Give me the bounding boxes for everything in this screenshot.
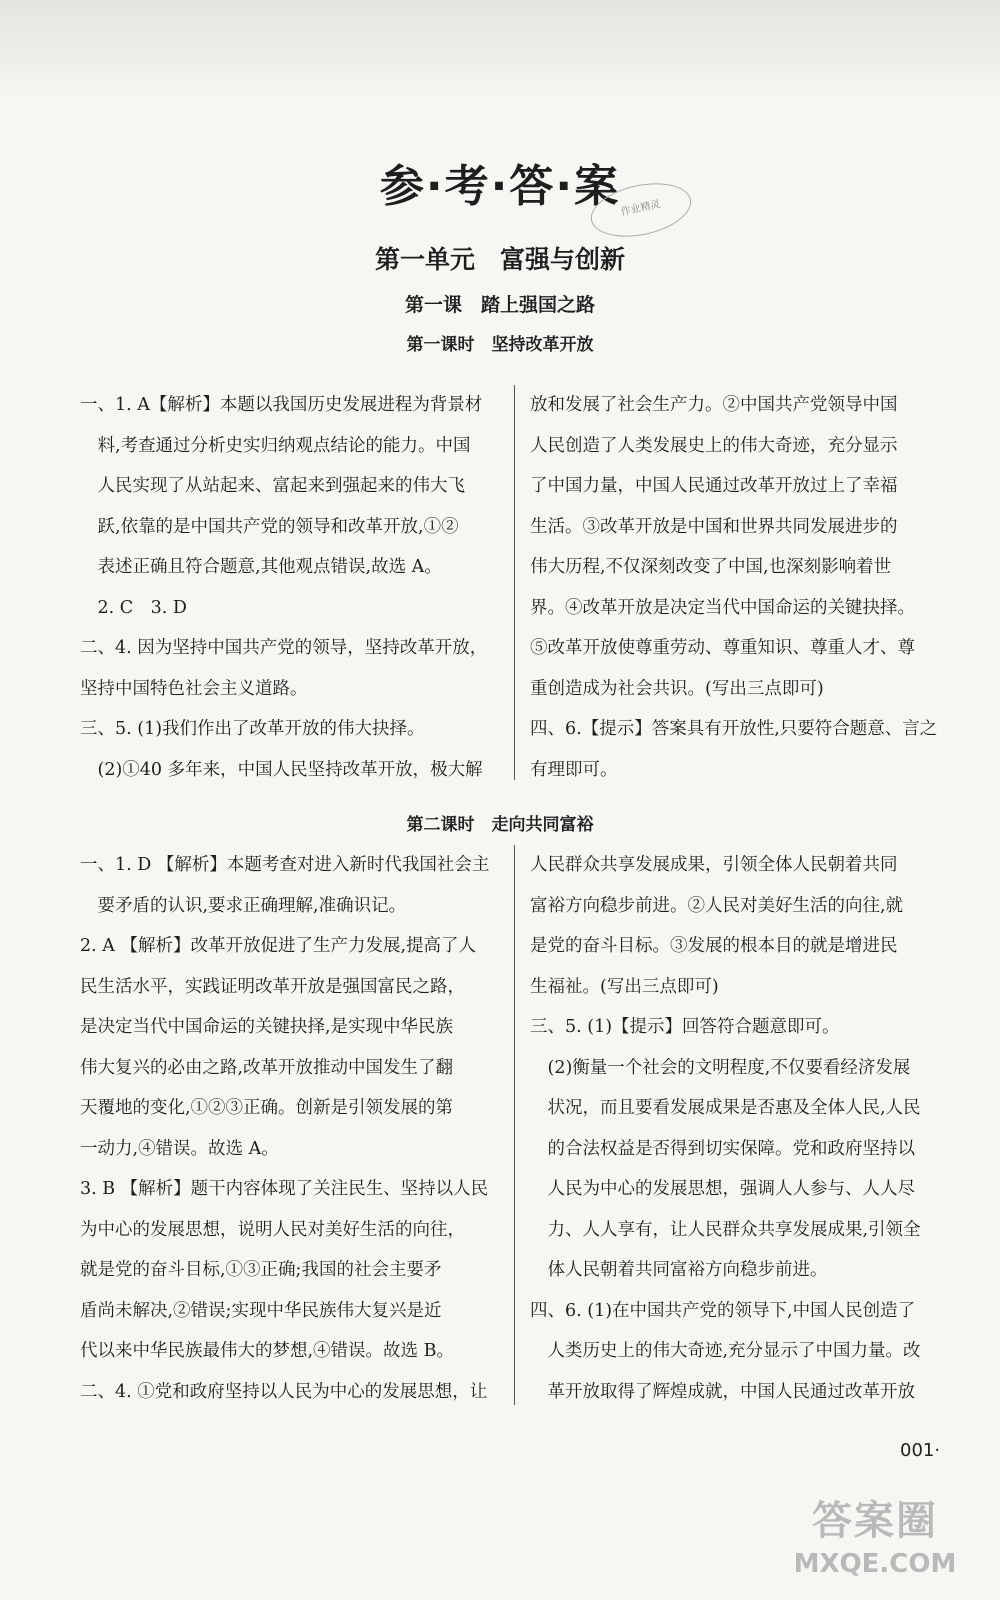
column-divider — [514, 845, 515, 1405]
answer-line: (2)衡量一个社会的文明程度,不仅要看经济发展 — [530, 1057, 911, 1078]
answer-line: 四、6. (1)在中国共产党的领导下,中国人民创造了 — [530, 1300, 916, 1321]
answer-line: 三、5. (1)【提示】回答符合题意即可。 — [530, 1017, 840, 1037]
answer-line: 革开放取得了辉煌成就，中国人民通过改革开放 — [530, 1381, 915, 1402]
watermark-text: 答案圈 — [812, 1498, 938, 1544]
answer-line: 界。④改革开放是决定当代中国命运的关键抉择。 — [530, 597, 915, 618]
answer-line: 重创造成为社会共识。(写出三点即可) — [530, 678, 824, 699]
period-2-title: 第二课时 走向共同富裕 — [406, 815, 594, 835]
answer-line: 2. C 3. D — [80, 597, 187, 618]
period-1-left-column — [80, 385, 500, 790]
scan-top-band — [0, 0, 1000, 96]
answer-line: 一、1. D 【解析】本题考查对进入新时代我国社会主 — [80, 855, 490, 875]
period-2-right-column — [530, 845, 950, 1412]
answer-line: 要矛盾的认识,要求正确理解,准确识记。 — [80, 895, 407, 916]
answer-line: 的合法权益是否得到切实保障。党和政府坚持以 — [530, 1138, 915, 1159]
answer-line: ⑤改革开放使尊重劳动、尊重知识、尊重人才、尊 — [530, 638, 915, 658]
answer-line: 是党的奋斗目标。③发展的根本目的就是增进民 — [530, 936, 898, 956]
answer-line: 生活。③改革开放是中国和世界共同发展进步的 — [530, 516, 898, 537]
answer-line: 伟大复兴的必由之路,改革开放推动中国发生了翻 — [80, 1057, 454, 1078]
answer-line: 天覆地的变化,①②③正确。创新是引领发展的第 — [80, 1098, 454, 1118]
answer-line: 有理即可。 — [530, 759, 618, 780]
answer-line: 三、5. (1)我们作出了改革开放的伟大抉择。 — [80, 719, 425, 739]
page-number: 001· — [900, 1440, 941, 1461]
stamp-logo: 作业精灵 — [586, 175, 696, 245]
answer-line: 表述正确且符合题意,其他观点错误,故选 A。 — [80, 557, 442, 577]
answer-line: 民生活水平，实践证明改革开放是强国富民之路， — [80, 976, 465, 997]
answer-line: 四、6.【提示】答案具有开放性,只要符合题意、言之 — [530, 719, 938, 739]
answer-line: 富裕方向稳步前进。②人民对美好生活的向往,就 — [530, 895, 904, 916]
answer-line: 二、4. 因为坚持中国共产党的领导，坚持改革开放， — [80, 638, 488, 658]
answer-line: 一、1. A【解析】本题以我国历史发展进程为背景材 — [80, 395, 483, 415]
answer-line: 3. B 【解析】题干内容体现了关注民生、坚持以人民 — [80, 1179, 489, 1199]
answer-line: 人民实现了从站起来、富起来到强起来的伟大飞 — [80, 476, 465, 496]
period-2-left-column — [80, 845, 500, 1412]
column-divider — [514, 385, 515, 780]
answer-line: 放和发展了社会生产力。②中国共产党领导中国 — [530, 395, 898, 415]
answer-line: 二、4. ①党和政府坚持以人民为中心的发展思想，让 — [80, 1381, 488, 1402]
answer-line: 人类历史上的伟大奇迹,充分显示了中国力量。改 — [530, 1341, 921, 1361]
page-title: 参·考·答·案 — [379, 161, 621, 212]
answer-line: 料,考查通过分析史实归纳观点结论的能力。中国 — [80, 435, 471, 456]
answer-line: 人民群众共享发展成果，引领全体人民朝着共同 — [530, 855, 898, 875]
answer-line: 了中国力量，中国人民通过改革开放过上了幸福 — [530, 476, 898, 496]
lesson-title: 第一课 踏上强国之路 — [404, 294, 595, 316]
period-1-right-column — [530, 385, 950, 790]
answer-line: 盾尚未解决,②错误;实现中华民族伟大复兴是近 — [80, 1300, 442, 1321]
answer-line: 一动力,④错误。故选 A。 — [80, 1138, 279, 1159]
answer-line: 为中心的发展思想，说明人民对美好生活的向往， — [80, 1219, 465, 1240]
answer-line: 人民创造了人类发展史上的伟大奇迹，充分显示 — [530, 435, 898, 456]
period-1-title: 第一课时 坚持改革开放 — [406, 335, 594, 355]
watermark-url: MXQE.COM — [793, 1549, 957, 1579]
answer-line: 是决定当代中国命运的关键抉择,是实现中华民族 — [80, 1017, 454, 1037]
answer-line: 状况，而且要看发展成果是否惠及全体人民,人民 — [530, 1098, 921, 1118]
answer-line: 伟大历程,不仅深刻改变了中国,也深刻影响着世 — [530, 557, 892, 577]
answer-line: 代以来中华民族最伟大的梦想,④错误。故选 B。 — [80, 1341, 454, 1361]
answer-line: 体人民朝着共同富裕方向稳步前进。 — [530, 1260, 828, 1280]
answer-line: 力、人人享有，让人民群众共享发展成果,引领全 — [530, 1219, 921, 1240]
watermark-logo — [770, 1495, 980, 1590]
answer-line: 2. A 【解析】改革开放促进了生产力发展,提高了人 — [80, 936, 477, 956]
answer-line: 人民为中心的发展思想，强调人人参与、人人尽 — [530, 1179, 915, 1199]
answer-line: (2)①40 多年来，中国人民坚持改革开放，极大解 — [80, 759, 483, 780]
answer-line: 就是党的奋斗目标,①③正确;我国的社会主要矛 — [80, 1260, 442, 1280]
answer-line: 跃,依靠的是中国共产党的领导和改革开放,①② — [80, 516, 459, 537]
answer-line: 坚持中国特色社会主义道路。 — [80, 678, 308, 699]
answer-line: 生福祉。(写出三点即可) — [530, 976, 719, 997]
unit-title: 第一单元 富强与创新 — [374, 245, 625, 274]
